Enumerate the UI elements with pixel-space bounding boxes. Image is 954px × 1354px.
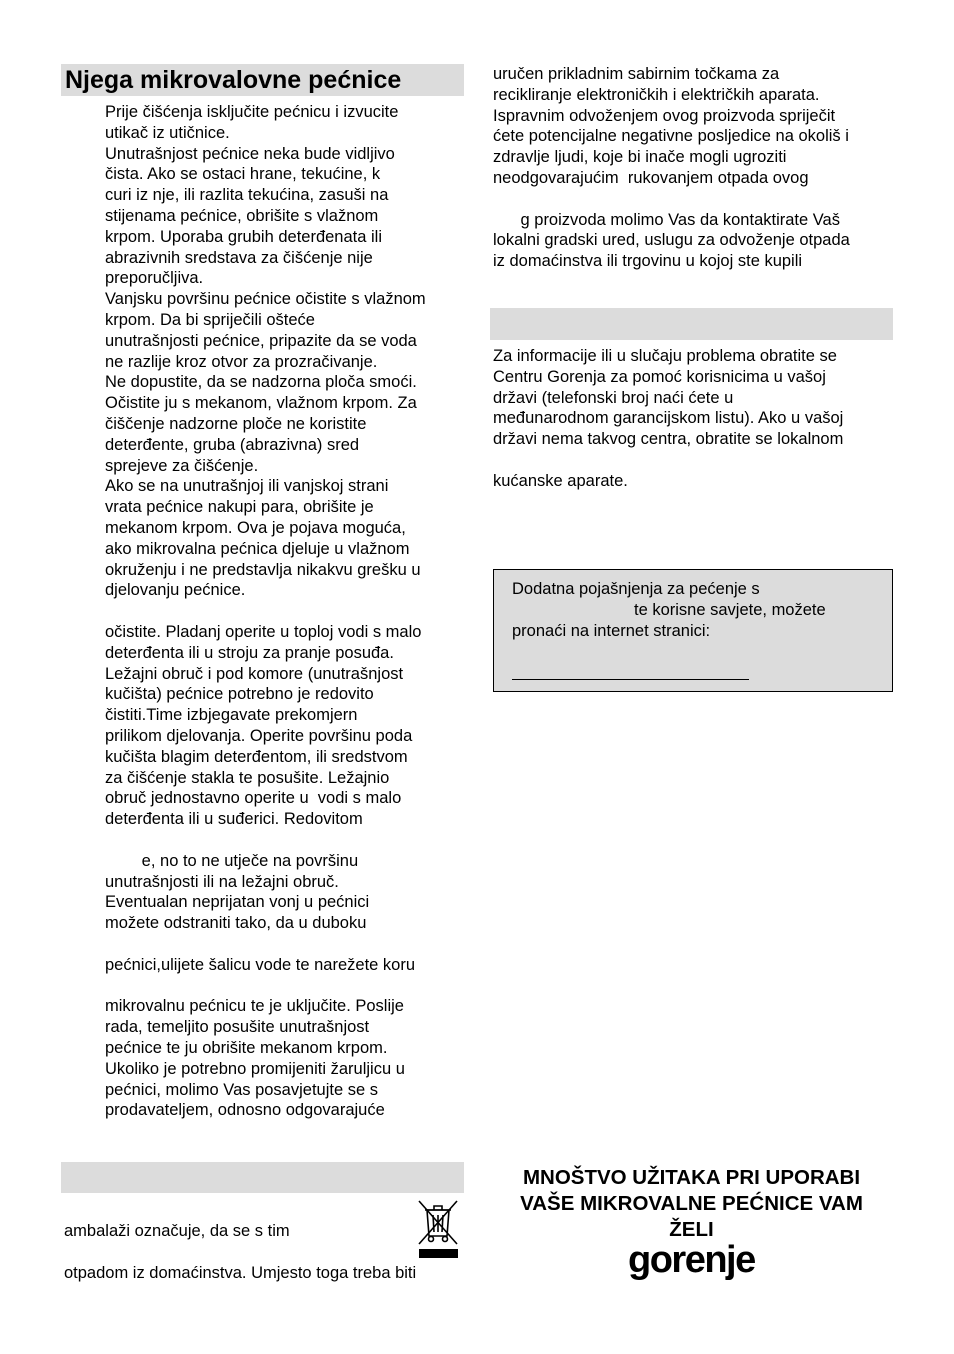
- disposal-text-line-1: ambalaži označuje, da se s tim: [64, 1222, 290, 1240]
- care-text-line-31: prilikom djelovanja. Operite površinu poda: [105, 727, 413, 745]
- info-box: [493, 569, 893, 692]
- care-text-line-47: Ukoliko je potrebno promijeniti žaruljicu u: [105, 1059, 405, 1078]
- care-text-line-46: pećnice te ju obrišite mekanom krpom.: [105, 1039, 388, 1057]
- disposal-continued-line-6: neodgovarajućim rukovanjem otpada ovog: [493, 169, 809, 187]
- care-text-line-45: rada, temeljito posušite unutrašnjost: [105, 1018, 370, 1037]
- care-text-line-20: vrata pećnice nakupi para, obrišite je: [105, 498, 374, 517]
- warranty-text-line-5: državi nema takvog centra, obratite se lokalnom: [493, 430, 844, 449]
- crossed-out-wheelie-bin-icon: [414, 1198, 462, 1262]
- care-text-line-12: unutrašnjosti pećnice, pripazite da se voda: [105, 331, 417, 350]
- care-text-line-32: kučišta blagim deterđentom, ili sredstvom: [105, 747, 408, 766]
- care-text-line-30: čistiti.Time izbjegavate prekomjern: [105, 706, 358, 725]
- care-heading-bar: [61, 64, 464, 96]
- disposal-continued-line-3: Ispravnim odvoženjem ovog proizvoda spriječit: [493, 106, 836, 125]
- closing-line-3: ŽELI: [669, 1218, 714, 1241]
- disposal-heading-bar: [61, 1162, 464, 1193]
- disposal-text-line-2: otpadom iz domaćinstva. Umjesto toga treba biti: [64, 1264, 417, 1282]
- care-text-line-9: preporučljiva.: [105, 269, 204, 288]
- care-text-line-44: mikrovalnu pećnicu te je uključite. Poslije: [105, 997, 404, 1016]
- care-text-line-7: krpom. Uporaba grubih deterđenata ili: [105, 227, 382, 246]
- warranty-text-line-1: Za informacije ili u slučaju problema obratite se: [493, 347, 837, 365]
- care-text-line-8: abrazivnih sredstava za čišćenje nije: [105, 248, 373, 267]
- care-text-line-3: Unutrašnjost pećnice neka bude vidljivo: [105, 144, 395, 163]
- care-text-line-48: pećnici, molimo Vas posavjetujte se s: [105, 1080, 378, 1099]
- care-text-line-42: pećnici,ulijete šalicu vode te narežete koru: [105, 955, 416, 974]
- care-text-line-37: e, no to ne utječe na površinu: [105, 851, 359, 870]
- care-text-line-6: stijenama pećnice, obrišite s vlažnom: [105, 207, 379, 225]
- care-text-line-38: unutrašnjosti ili na ležajni obruč.: [105, 872, 339, 891]
- care-text-line-39: Eventualan neprijatan vonj u pećnici: [105, 893, 370, 912]
- warranty-text-line-4: međunarodnom garancijskom listu). Ako u vašoj: [493, 409, 844, 428]
- care-text-line-21: mekanom krpom. Ova je pojava moguća,: [105, 519, 406, 537]
- care-text-line-2: utikač iz utičnice.: [105, 123, 230, 142]
- warranty-text-line-2: Centru Gorenja za pomoć korisnicima u vašoj: [493, 367, 826, 386]
- care-text-line-23: okruženju i ne predstavlja nikakvu grešku u: [105, 560, 421, 579]
- closing-line-2: VAŠE MIKROVALNE PEĆNICE VAM: [520, 1192, 863, 1215]
- care-text-line-35: deterđenta ili u suđerici. Redovitom: [105, 810, 363, 829]
- care-text-line-5: curi iz nje, ili razlita tekućina, zasuši na: [105, 186, 389, 205]
- info-box-line-1: Dodatna pojašnjenja za pećenje s: [512, 580, 760, 598]
- disposal-continued-line-8: g proizvoda molimo Vas da kontaktirate Vaš: [493, 210, 840, 229]
- care-text-line-18: sprejeve za čišćenje.: [105, 456, 259, 475]
- disposal-continued-line-2: recikliranje elektroničkih i električkih aparata.: [493, 85, 820, 104]
- care-text-line-22: ako mikrovalna pećnica djeluje u vlažnom: [105, 539, 410, 558]
- closing-line-1: MNOŠTVO UŽITAKA PRI UPORABI: [522, 1166, 861, 1189]
- care-text-line-16: čiščenje nadzorne ploče ne koristite: [105, 415, 367, 433]
- disposal-continued-line-4: ćete potencijalne negativne posljedice na okoliš i: [493, 127, 849, 146]
- info-box-line-3: pronaći na internet stranici:: [512, 622, 711, 640]
- care-text-line-26: očistite. Pladanj operite u toploj vodi s malo: [105, 623, 422, 641]
- care-text-line-33: za čišćenje stakla te posušite. Ležajnio: [105, 768, 390, 787]
- info-box-line-2: te korisne savjete, možete: [634, 601, 826, 619]
- care-text-line-1: Prije čišćenja isključite pećnicu i izvucite: [105, 103, 399, 121]
- care-text-line-40: možete odstraniti tako, da u duboku: [105, 914, 367, 933]
- care-text-line-4: čista. Ako se ostaci hrane, tekućine, k: [105, 165, 381, 184]
- care-text-line-14: Ne dopustite, da se nadzorna ploča smoći.: [105, 373, 417, 392]
- disposal-continued-line-9: lokalni gradski ured, uslugu za odvoženje otpada: [493, 231, 850, 250]
- care-text-line-13: ne razlije kroz otvor za prozračivanje.: [105, 352, 378, 371]
- disposal-continued-line-5: zdravlje ljudi, koje bi inače mogli ugroziti: [493, 148, 787, 167]
- care-text-line-15: Očistite ju s mekanom, vlažnom krpom. Za: [105, 394, 417, 413]
- care-text-line-11: krpom. Da bi spriječili ošteće: [105, 311, 315, 329]
- care-text-line-34: obruč jednostavno operite u vodi s malo: [105, 789, 402, 808]
- care-text-line-24: djelovanju pećnice.: [105, 581, 246, 600]
- info-box-link-underline[interactable]: [512, 679, 749, 680]
- care-text-line-49: prodavateljem, odnosno odgovarajuće: [105, 1101, 385, 1120]
- care-text-line-27: deterđenta ili u stroju za pranje posuđa.: [105, 643, 394, 662]
- warranty-text-line-3: državi (telefonski broj naći ćete u: [493, 388, 734, 407]
- warranty-heading-bar: [490, 308, 893, 340]
- care-text-line-29: kučišta) pećnice potrebno je redovito: [105, 685, 374, 704]
- care-text-line-19: Ako se na unutrašnjoj ili vanjskoj strani: [105, 477, 389, 496]
- disposal-continued-line-1: uručen prikladnim sabirnim točkama za: [493, 65, 780, 83]
- disposal-continued-line-10: iz domaćinstva ili trgovinu u kojoj ste kupili: [493, 252, 803, 271]
- care-text-line-28: Ležajni obruč i pod komore (unutrašnjost: [105, 664, 404, 683]
- care-heading: Njega mikrovalovne pećnice: [65, 66, 402, 94]
- care-text-line-17: deterđente, gruba (abrazivna) sred: [105, 435, 360, 454]
- warranty-text-line-7: kućanske aparate.: [493, 471, 628, 490]
- care-text-line-10: Vanjsku površinu pećnice očistite s vlažnom: [105, 290, 426, 309]
- gorenje-logo: gorenje: [628, 1239, 755, 1281]
